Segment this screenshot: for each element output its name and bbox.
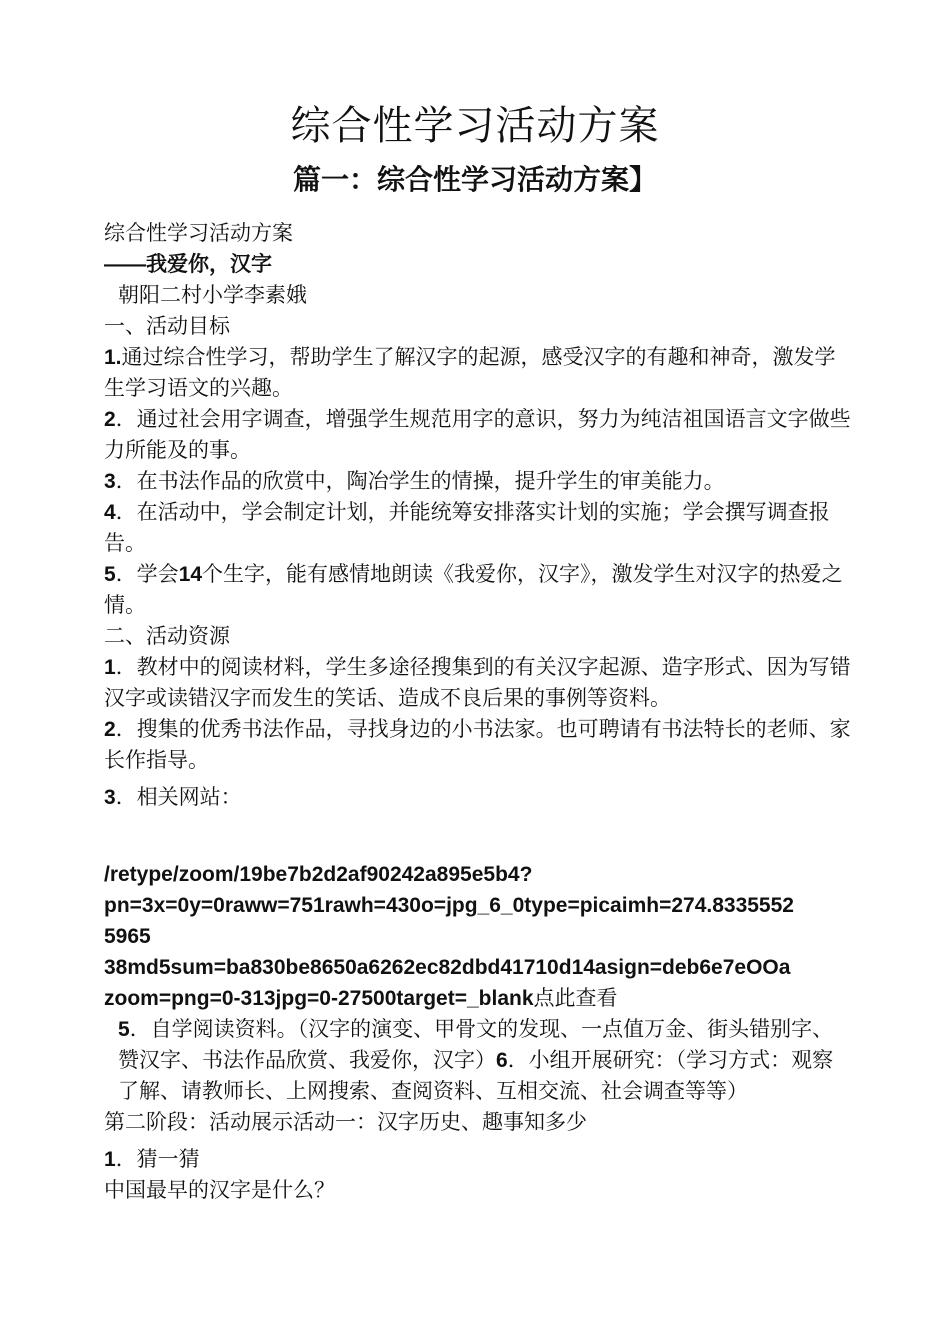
resource-item-5-6	[104, 1014, 854, 1107]
item-text: ．相关网站：	[115, 785, 242, 809]
goal-item-2	[104, 404, 854, 466]
item-text: ．在书法作品的欣赏中，陶冶学生的情操，提升学生的审美能力。	[115, 469, 725, 493]
item-number: 5	[104, 563, 116, 586]
goal-item-3	[104, 466, 854, 497]
resource-item-1	[104, 652, 854, 714]
plan-theme-line	[104, 249, 854, 280]
item-number: 1	[104, 656, 116, 679]
item-text: ．自学阅读资料。（汉字的演变、甲骨文的发现、一点值万金、街头错别字、赞汉字、书法作品欣赏、我爱你，汉字）	[118, 1017, 834, 1072]
item-text: ．搜集的优秀书法作品，寻找身边的小书法家。也可聘请有书法特长的老师、家长作指导。	[104, 717, 851, 772]
item-text: ．小组开展研究：（学习方式：观察了解、请教师长、上网搜索、查阅资料、互相交流、社会调查等等）	[118, 1048, 834, 1103]
item-text: 个生字，能有感情地朗读《我爱你，汉字》，激发学生对汉字的热爱之情。	[104, 562, 843, 617]
item-text: ．在活动中，学会制定计划，并能统筹安排落实计划的实施；学会撰写调查报告。	[104, 500, 830, 555]
goal-item-4	[104, 497, 854, 559]
document-title: 综合性学习活动方案	[290, 103, 660, 149]
section-heading-resources: 二、活动资源	[104, 624, 230, 648]
plan-theme: ——我爱你，汉字	[104, 253, 272, 276]
link-line	[104, 983, 854, 1014]
item-text: ．学会	[115, 562, 179, 586]
item-number: 5	[118, 1018, 130, 1041]
item-number: 3	[104, 786, 116, 809]
item-text: 通过综合性学习，帮助学生了解汉字的起源，感受汉字的有趣和神奇，激发学生学习语文的兴趣。	[104, 345, 836, 400]
section-heading-goals: 一、活动目标	[104, 314, 230, 338]
item-text: ．通过社会用字调查，增强学生规范用字的意识，努力为纯洁祖国语言文字做些力所能及的事。	[104, 407, 851, 462]
author-line: 朝阳二村小学李素娥	[118, 283, 307, 307]
goal-item-5	[104, 559, 854, 621]
item-number: 6	[496, 1049, 508, 1072]
item-number: 1	[104, 1148, 116, 1171]
plan-title-line: 综合性学习活动方案	[104, 221, 293, 245]
document-body	[104, 218, 854, 1206]
link-text: zoom=png=0-313jpg=0-27500target=_blank	[104, 987, 534, 1010]
resource-item-3	[104, 782, 854, 813]
link-line: 5965	[104, 925, 151, 948]
link-line: pn=3x=0y=0raww=751rawh=430o=jpg_6_0type=picaimh=274.8335552	[104, 894, 794, 917]
item-number: 1.	[104, 346, 122, 369]
item-count: 14	[178, 563, 203, 586]
link-line: /retype/zoom/19be7b2d2af90242a895e5b4?	[104, 863, 533, 886]
view-link-label[interactable]: 点此查看	[533, 986, 618, 1010]
item-number: 4	[104, 501, 116, 524]
goal-item-1	[104, 342, 854, 404]
stage-heading: 第二阶段：活动展示活动一：汉字历史、趣事知多少	[104, 1110, 587, 1134]
item-number: 2	[104, 408, 116, 431]
item-number: 3	[104, 470, 116, 493]
resource-item-2	[104, 714, 854, 776]
resource-link[interactable]	[104, 859, 854, 1014]
link-line: 38md5sum=ba830be8650a6262ec82dbd41710d14asign=deb6e7eOOa	[104, 956, 791, 979]
item-number: 2	[104, 718, 116, 741]
spacer	[104, 813, 854, 859]
activity-item-1	[104, 1144, 854, 1175]
question-line: 中国最早的汉字是什么？	[104, 1178, 335, 1202]
item-text: ．教材中的阅读材料，学生多途径搜集到的有关汉字起源、造字形式、因为写错汉字或读错汉字而发生的笑话、造成不良后果的事例等资料。	[104, 655, 851, 710]
document-subtitle: 篇一：综合性学习活动方案】	[292, 163, 657, 196]
item-text: ．猜一猜	[115, 1147, 200, 1171]
